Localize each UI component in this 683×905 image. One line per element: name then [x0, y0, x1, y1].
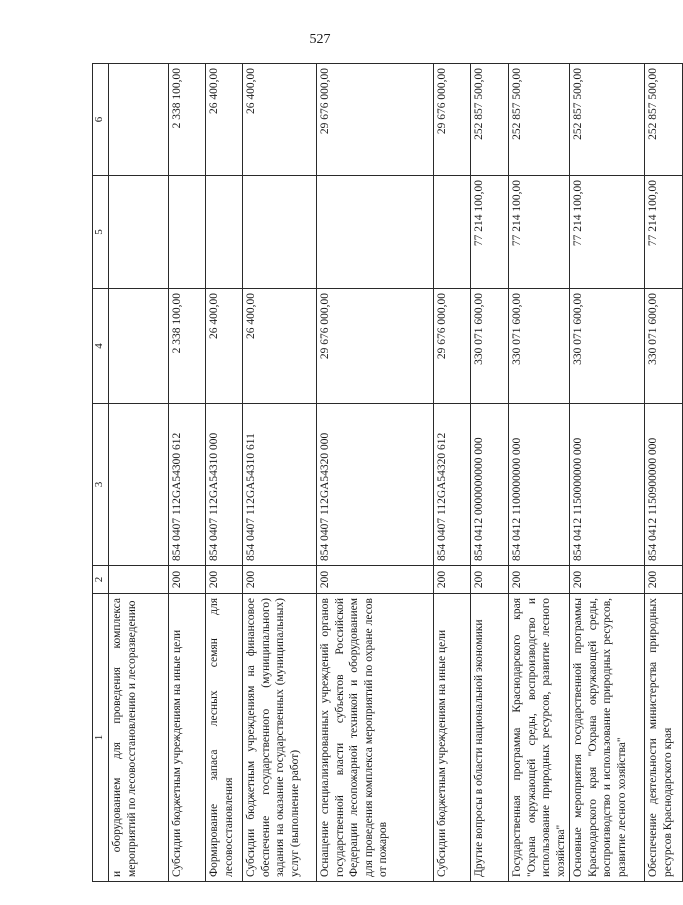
row-name: Субсидии бюджетным учреждениям на иные цели: [169, 594, 206, 882]
row-name: Субсидии бюджетным учреждениям на финансовое обеспечение государственного (муниципального) задания на оказание государственных (муниципальных) услуг (выполнение работ): [243, 594, 317, 882]
row-col4: 26 400,00: [243, 289, 317, 404]
row-col2: 200: [570, 566, 645, 594]
row-col5: [169, 176, 206, 289]
row-code: [109, 404, 169, 566]
row-col2: 200: [509, 566, 570, 594]
row-col4: 2 338 100,00: [169, 289, 206, 404]
row-name: Субсидии бюджетным учреждениям на иные цели: [434, 594, 471, 882]
row-name: Основные мероприятия государственной программы Краснодарского края "Охрана окружающей среды, воспроизводство и использование природных ресурсов, развитие лесного хозяйства": [570, 594, 645, 882]
row-col5: 77 214 100,00: [570, 176, 645, 289]
row-col6: [109, 64, 169, 176]
header-cell: 6: [93, 64, 109, 176]
row-col4: 330 071 600,00: [570, 289, 645, 404]
row-col6: 252 857 500,00: [645, 64, 683, 176]
row-code: 854 0412 1150900000 000: [645, 404, 683, 566]
page-number: 527: [309, 32, 331, 47]
row-col6: 26 400,00: [206, 64, 243, 176]
row-col5: 77 214 100,00: [645, 176, 683, 289]
row-code: 854 0412 1100000000 000: [509, 404, 570, 566]
budget-table: [92, 63, 683, 882]
row-col5: [317, 176, 434, 289]
header-cell: 1: [93, 594, 109, 882]
row-col2: 200: [206, 566, 243, 594]
table-row: [645, 64, 683, 882]
table-header-row: [93, 64, 109, 882]
row-code: 854 0407 112GA54310 611: [243, 404, 317, 566]
rotated-table-container: [92, 64, 674, 882]
table-row: [471, 64, 509, 882]
row-name: и оборудованием для проведения комплекса мероприятий по лесовосстановлению и лесоразведению: [109, 594, 169, 882]
header-cell: 2: [93, 566, 109, 594]
row-col5: [243, 176, 317, 289]
row-col6: 252 857 500,00: [471, 64, 509, 176]
header-cell: 5: [93, 176, 109, 289]
row-col6: 29 676 000,00: [434, 64, 471, 176]
row-col5: [434, 176, 471, 289]
row-col4: [109, 289, 169, 404]
row-col2: 200: [645, 566, 683, 594]
table-row: [434, 64, 471, 882]
row-name: Другие вопросы в области национальной экономики: [471, 594, 509, 882]
row-col4: 29 676 000,00: [434, 289, 471, 404]
row-name: Оснащение специализированных учреждений органов государственной власти субъектов Российской Федерации лесопожарной техникой и оборудованием для проведения комплекса мероприятий по охране лесов от пожаров: [317, 594, 434, 882]
row-name: Обеспечение деятельности министерства природных ресурсов Краснодарского края: [645, 594, 683, 882]
row-col4: 330 071 600,00: [509, 289, 570, 404]
row-code: 854 0407 112GA54300 612: [169, 404, 206, 566]
row-col6: 26 400,00: [243, 64, 317, 176]
row-name: Государственная программа Краснодарского края "Охрана окружающей среды, воспроизводство и использование природных ресурсов, развитие лесного хозяйства": [509, 594, 570, 882]
row-col2: 200: [243, 566, 317, 594]
row-code: 854 0407 112GA54320 612: [434, 404, 471, 566]
row-col2: [109, 566, 169, 594]
row-col6: 252 857 500,00: [509, 64, 570, 176]
row-code: 854 0407 112GA54310 000: [206, 404, 243, 566]
row-col6: 29 676 000,00: [317, 64, 434, 176]
table-row: [509, 64, 570, 882]
row-col4: 26 400,00: [206, 289, 243, 404]
table-row: [169, 64, 206, 882]
row-col4: 330 071 600,00: [471, 289, 509, 404]
row-col5: 77 214 100,00: [509, 176, 570, 289]
row-name: Формирование запаса лесных семян для лесовосстановления: [206, 594, 243, 882]
header-cell: 4: [93, 289, 109, 404]
table-row: [317, 64, 434, 882]
table-row: [570, 64, 645, 882]
row-col4: 330 071 600,00: [645, 289, 683, 404]
table-row: [109, 64, 169, 882]
row-col2: 200: [169, 566, 206, 594]
row-col5: [206, 176, 243, 289]
row-col2: 200: [471, 566, 509, 594]
row-code: 854 0407 112GA54320 000: [317, 404, 434, 566]
row-code: 854 0412 1150000000 000: [570, 404, 645, 566]
table-row: [206, 64, 243, 882]
header-cell: 3: [93, 404, 109, 566]
row-col5: [109, 176, 169, 289]
table-row: [243, 64, 317, 882]
row-col2: 200: [317, 566, 434, 594]
row-col6: 252 857 500,00: [570, 64, 645, 176]
row-col6: 2 338 100,00: [169, 64, 206, 176]
row-col2: 200: [434, 566, 471, 594]
row-code: 854 0412 0000000000 000: [471, 404, 509, 566]
row-col5: 77 214 100,00: [471, 176, 509, 289]
row-col4: 29 676 000,00: [317, 289, 434, 404]
